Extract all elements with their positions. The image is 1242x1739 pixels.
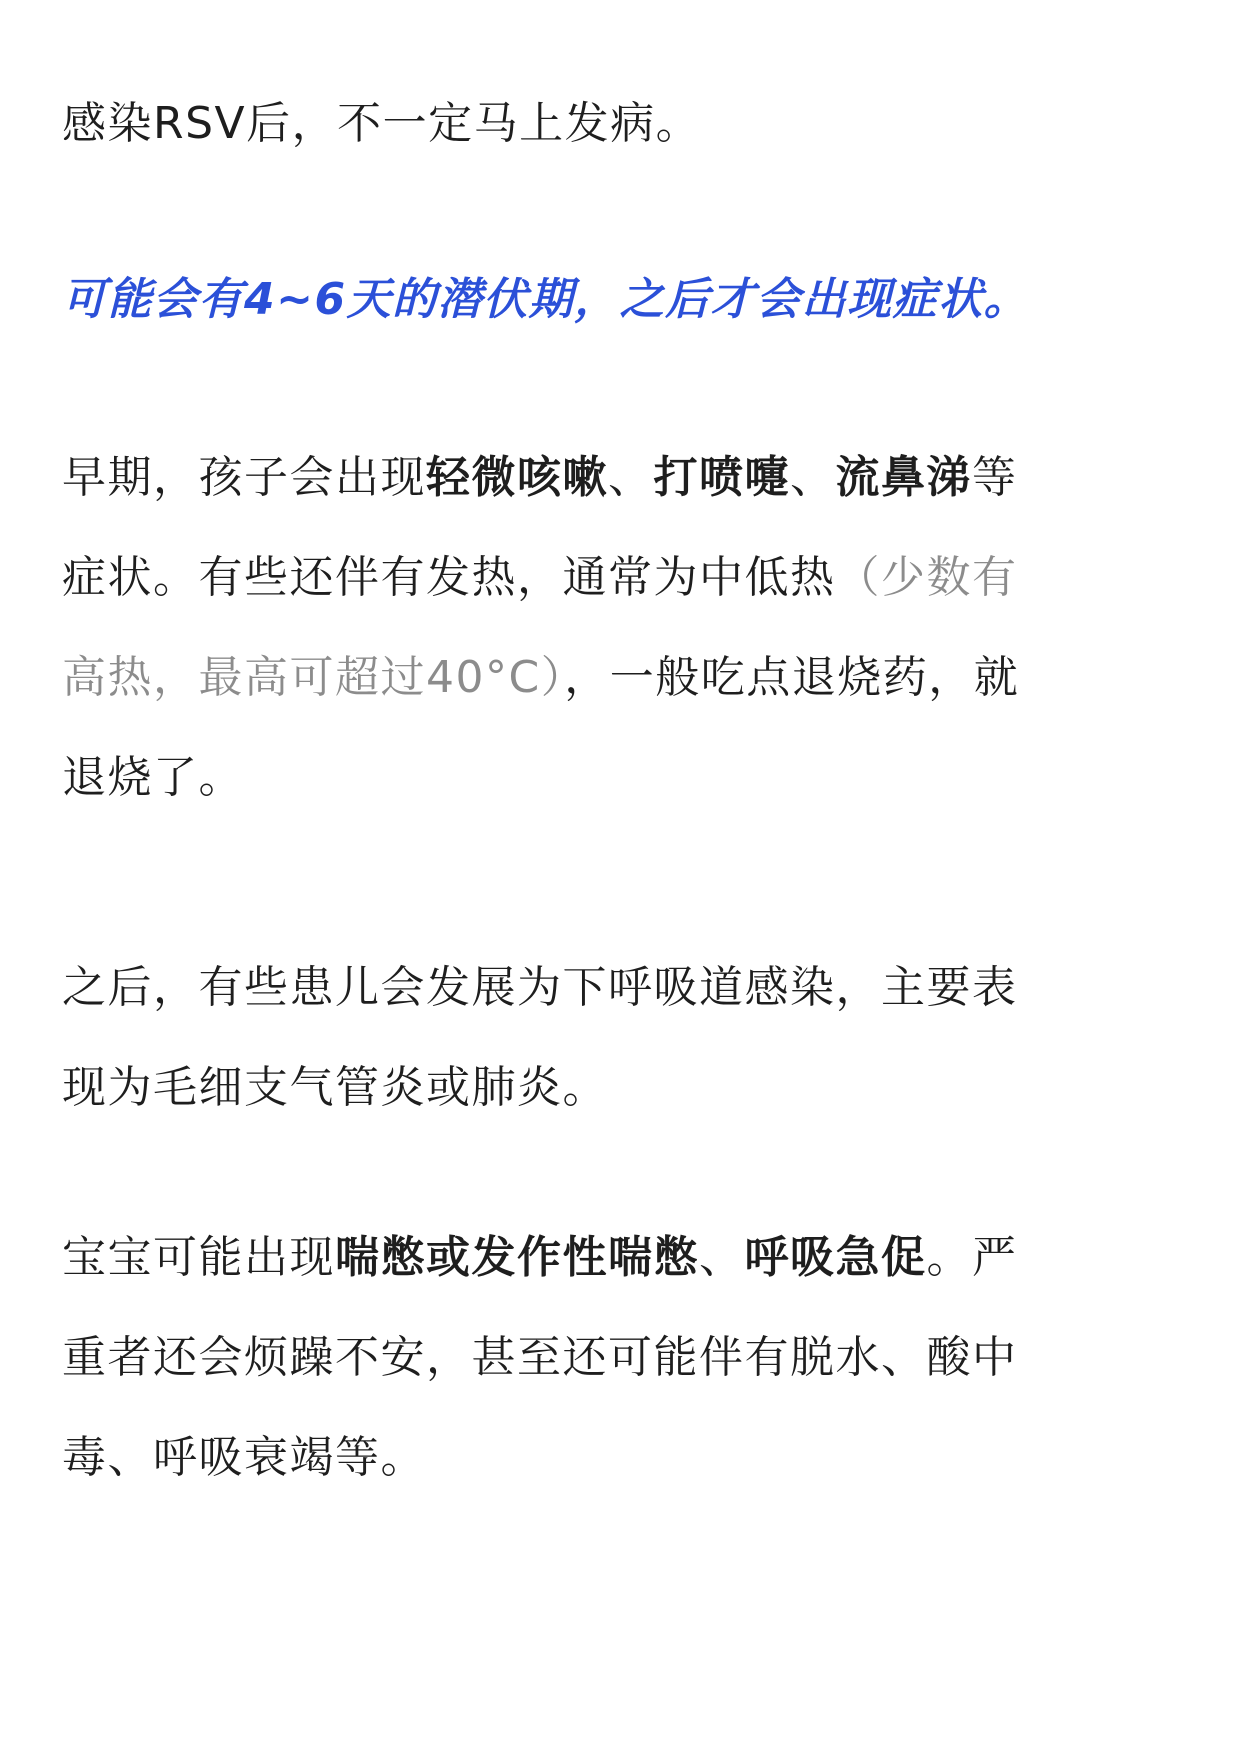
paragraph-4 (62, 938, 1018, 1138)
paragraph-3-line-1 (62, 428, 1019, 528)
gray-aside-end: 高热，最高可超过40°C） (62, 652, 565, 703)
text-run: 症状。有些还伴有发热，通常为中低热 (62, 552, 836, 603)
paragraph-5-line-2: 重者还会烦躁不安，甚至还可能伴有脱水、酸中 (62, 1332, 1018, 1383)
bold-symptom-rapid-breathing: 呼吸急促 (744, 1232, 927, 1283)
paragraph-4-line-1: 之后，有些患儿会发展为下呼吸道感染，主要表 (62, 962, 1018, 1013)
paragraph-3-line-2 (62, 528, 1019, 628)
bold-symptom-runny-nose: 流鼻涕 (835, 452, 972, 503)
paragraph-5 (62, 1208, 1018, 1508)
text-run: 、 (790, 452, 836, 503)
paragraph-4-line-2: 现为毛细支气管炎或肺炎。 (62, 1062, 608, 1113)
paragraph-5-line-3: 毒、呼吸衰竭等。 (62, 1432, 426, 1483)
text-run: 等 (972, 452, 1018, 503)
bold-symptom-cough: 轻微咳嗽 (426, 452, 608, 503)
paragraph-2-highlight (62, 250, 1029, 350)
text-run: 、 (699, 1232, 745, 1283)
text-run: 。严 (926, 1232, 1018, 1283)
paragraph-1 (62, 74, 701, 174)
paragraph-3 (62, 428, 1019, 828)
text-run: 早期，孩子会出现 (62, 452, 426, 503)
gray-aside-start: （少数有 (835, 552, 1018, 603)
text-run: 宝宝可能出现 (62, 1232, 335, 1283)
paragraph-3-line-3 (62, 628, 1019, 728)
text-run: 、 (608, 452, 654, 503)
bold-symptom-sneeze: 打喷嚏 (653, 452, 790, 503)
paragraph-5-line-1 (62, 1208, 1018, 1308)
paragraph-1-line-1: 感染RSV后，不一定马上发病。 (62, 98, 702, 149)
paragraph-3-line-4: 退烧了。 (62, 752, 244, 803)
text-run: ，一般吃点退烧药，就 (564, 652, 1020, 703)
highlight-line: 可能会有4~6天的潜伏期，之后才会出现症状。 (62, 274, 1030, 325)
bold-symptom-wheezing: 喘憋或发作性喘憋 (335, 1232, 699, 1283)
